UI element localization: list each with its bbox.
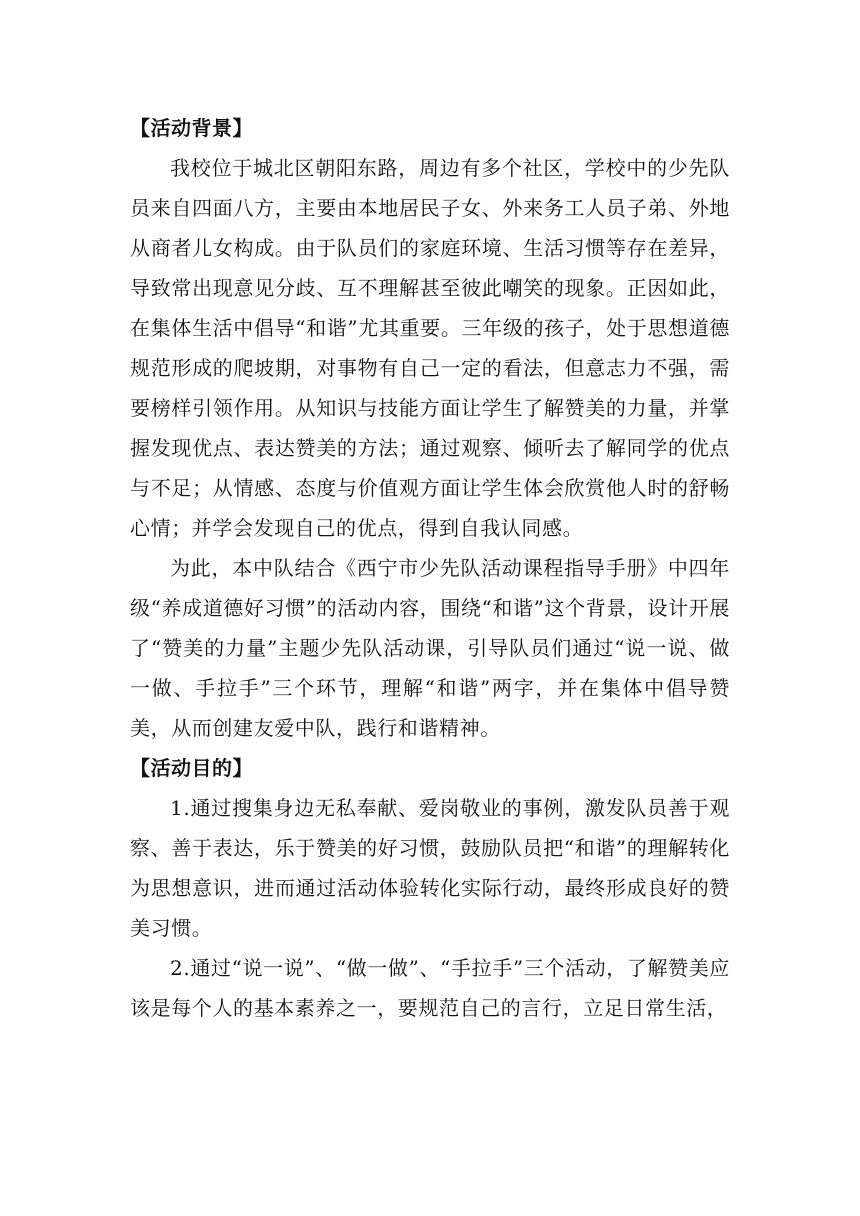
purpose-paragraph-2: 2.通过“说一说”、“做一做”、“手拉手”三个活动，了解赞美应该是每个人的基本素养之一，要规范自己的言行，立足日常生活，	[130, 956, 730, 1020]
background-paragraph-2: 为此，本中队结合《西宁市少先队活动课程指导手册》中四年级“养成道德好习惯”的活动内容，围绕“和谐”这个背景，设计开展了“赞美的力量”主题少先队活动课，引导队员们通过“说一说、做一做、手拉手”三个环节，理解“和谐”两字，并在集体中倡导赞美，从而创建友爱中队，践行和谐精神。	[130, 556, 730, 740]
document-page	[130, 108, 730, 1028]
background-paragraph-1: 我校位于城北区朝阳东路，周边有多个社区，学校中的少先队员来自四面八方，主要由本地居民子女、外来务工人员子弟、外地从商者儿女构成。由于队员们的家庭环境、生活习惯等存在差异，导致常出现意见分歧、互不理解甚至彼此嘲笑的现象。正因如此，在集体生活中倡导“和谐”尤其重要。三年级的孩子，处于思想道德规范形成的爬坡期，对事物有自己一定的看法，但意志力不强，需要榜样引领作用。从知识与技能方面让学生了解赞美的力量，并掌握发现优点、表达赞美的方法；通过观察、倾听去了解同学的优点与不足；从情感、态度与价值观方面让学生体会欣赏他人时的舒畅心情；并学会发现自己的优点，得到自我认同感。	[130, 156, 730, 540]
section-heading-purpose: 【活动目的】	[130, 756, 253, 780]
section-heading-background: 【活动背景】	[130, 116, 253, 140]
purpose-paragraph-1: 1.通过搜集身边无私奉献、爱岗敬业的事例，激发队员善于观察、善于表达，乐于赞美的好习惯，鼓励队员把“和谐”的理解转化为思想意识，进而通过活动体验转化实际行动，最终形成良好的赞美习惯。	[130, 796, 730, 940]
